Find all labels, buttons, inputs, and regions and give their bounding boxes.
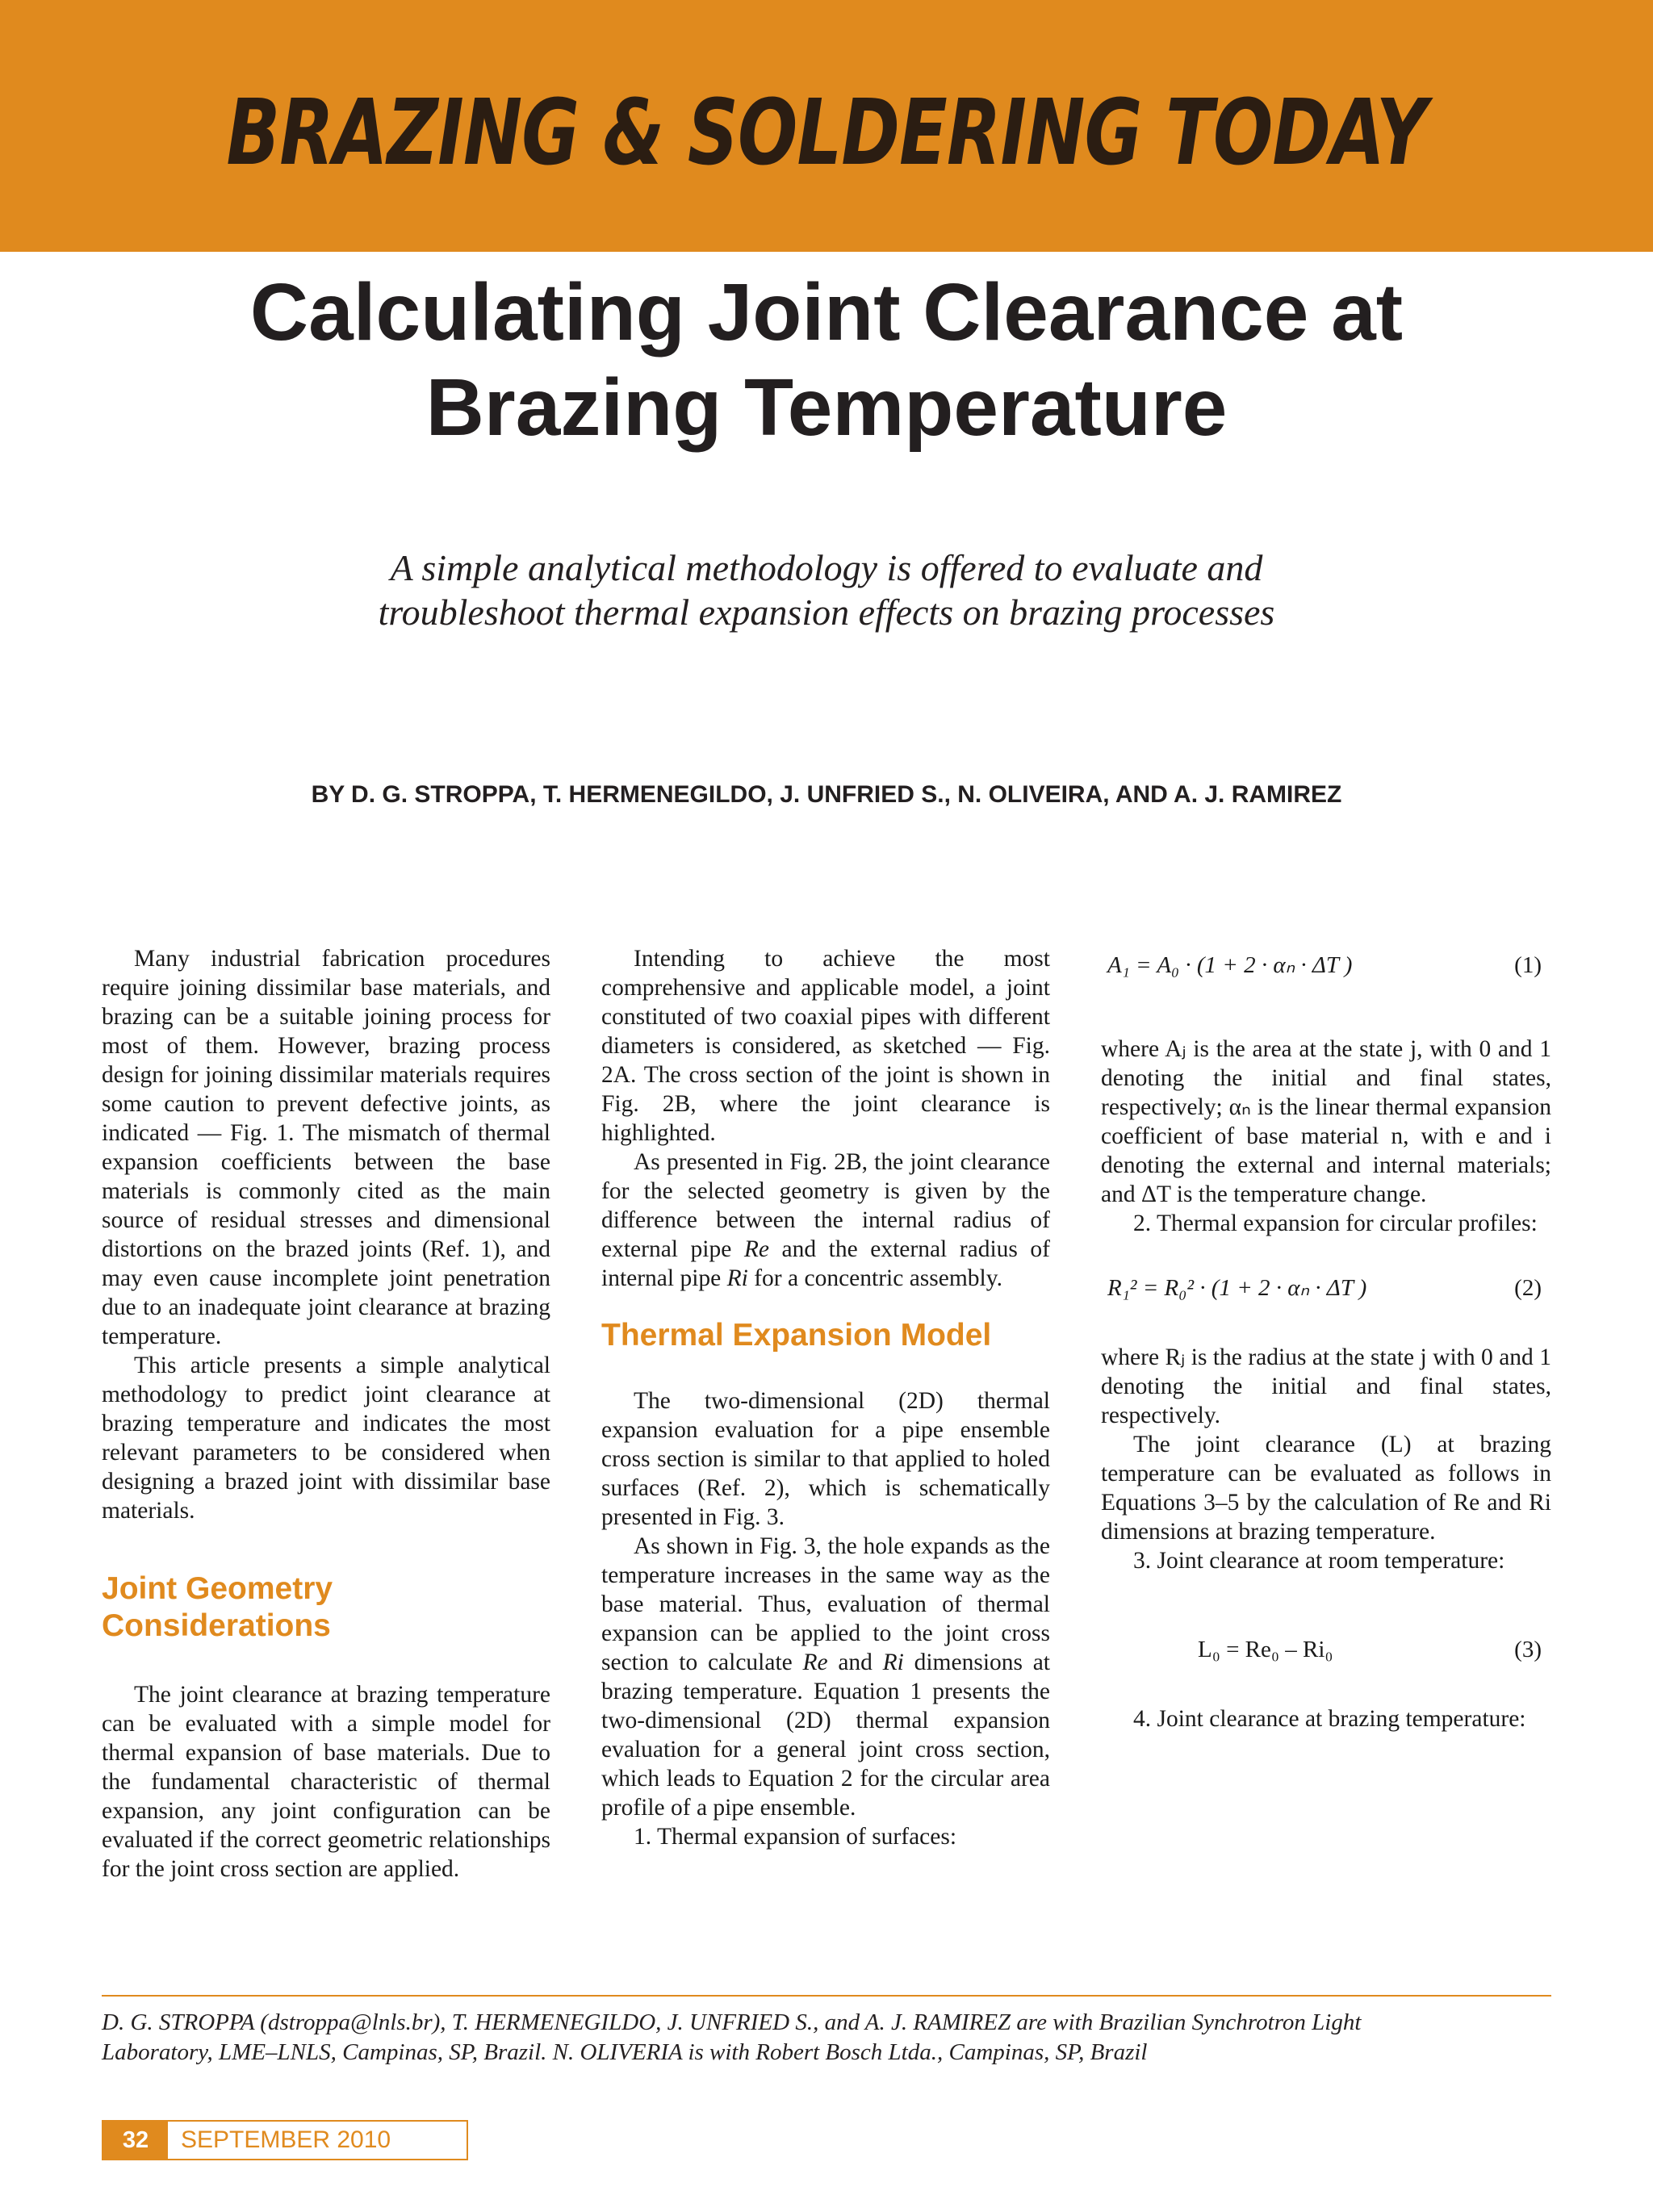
article-title-line-1: Calculating Joint Clearance at xyxy=(249,267,1404,358)
header-banner xyxy=(0,0,1653,252)
article-deck xyxy=(0,546,1653,634)
heading-line-2: Considerations xyxy=(102,1608,331,1643)
paragraph-joint-geometry: The joint clearance at brazing temperature can be evaluated with a simple model for thermal expansion of base materials. Due to the fundamental characteristic of thermal expansion, any joint configuration can be evaluated if the correct geometric relationships for the joint cross section are applied. xyxy=(102,1682,550,1882)
paragraph-model-intro: Intending to achieve the most comprehensive and applicable model, a joint constituted of two coaxial pipes with different diameters is considered, as sketched — Fig. 2A. The cross section of the joint is shown in Fig. 2B, where the joint clearance is highlighted. xyxy=(601,946,1050,1146)
author-affiliation xyxy=(102,2008,1555,2068)
affiliation-line-2: Laboratory, LME–LNLS, Campinas, SP, Brazil. N. OLIVERIA is with Robert Bosch Ltda., Campinas, SP, Brazil xyxy=(102,2039,1148,2065)
page-footer xyxy=(102,2120,468,2160)
article-title-line-2: Brazing Temperature xyxy=(425,362,1228,453)
deck-line-1: A simple analytical methodology is offered to evaluate and xyxy=(390,547,1263,588)
footnote-divider xyxy=(102,1995,1551,1997)
equation-1 xyxy=(1101,944,1551,988)
affiliation-line-1: D. G. STROPPA (dstroppa@lnls.br), T. HERMENEGILDO, J. UNFRIED S., and A. J. RAMIREZ are with Brazilian Synchrotron Light xyxy=(102,2009,1362,2035)
section-heading-thermal-expansion: Thermal Expansion Model xyxy=(601,1318,992,1353)
paragraph-hole-expansion: As shown in Fig. 3, the hole expands as the temperature increases in the same way as the base material. Thus, evaluation of thermal expansion can be applied to the joint cross section to calculate Re and Ri dimensions at brazing temperature. Equation 1 presents the two-dimensional (2D) thermal expansion evaluation for a general joint cross section, which leads to Equation 2 for the circular area profile of a pipe ensemble. xyxy=(601,1533,1051,1821)
equation-2-expression: R₁² = R₀² · (1 + 2 · αₙ · ΔT ) xyxy=(1107,1275,1367,1301)
paragraph-purpose: This article presents a simple analytical methodology to predict joint clearance at brazing temperature and indicates the most relevant parameters to be considered when designing a brazed joint with dissimilar base materials. xyxy=(102,1353,550,1524)
equation-1-number: (1) xyxy=(1514,952,1542,978)
paragraph-clearance-eval: The joint clearance (L) at brazing temperature can be evaluated as follows in Equations 3–5 by the calculation of Re and Ri dimensions at brazing temperature. xyxy=(1101,1432,1551,1545)
paragraph-intro: Many industrial fabrication procedures require joining dissimilar base materials, and brazing can be a suitable joining process for most of them. However, brazing process design for joining dissimilar materials requires some caution to prevent defective joints, as indicated — Fig. 1. The mismatch of thermal expansion coefficients between the base materials is commonly cited as the main source of residual stresses and dimensional distortions on the brazed joints (Ref. 1), and may even cause incomplete joint penetration due to an inadequate joint clearance at brazing temperature. xyxy=(102,946,550,1349)
deck-line-2: troubleshoot thermal expansion effects on brazing processes xyxy=(378,592,1275,633)
equation-2-number: (2) xyxy=(1514,1275,1542,1301)
magazine-section-title: BRAZING & SOLDERING TODAY xyxy=(226,81,1427,186)
paragraph-eq1-where: where Aⱼ is the area at the state j, with 0 and 1 denoting the initial and final states, respectively; αₙ is the linear thermal expansion coefficient of base material n, with e and i denoting the external and internal materials; and ΔT is the temperature change. xyxy=(1101,1036,1551,1207)
equation-3 xyxy=(1101,1629,1551,1672)
paragraph-clearance-definition: As presented in Fig. 2B, the joint clearance for the selected geometry is given by the difference between the internal radius of external pipe Re and the external radius of internal pipe Ri for a concentric assembly. xyxy=(601,1149,1050,1291)
equation-3-expression: L₀ = Re₀ – Ri₀ xyxy=(1198,1637,1333,1662)
issue-date: SEPTEMBER 2010 xyxy=(181,2126,391,2153)
column-3 xyxy=(1101,944,1551,1733)
paragraph-surfaces-item: 1. Thermal expansion of surfaces: xyxy=(634,1824,957,1850)
equation-2 xyxy=(1101,1267,1551,1311)
heading-line-1: Joint Geometry xyxy=(102,1571,333,1606)
equation-1-expression: A₁ = A₀ · (1 + 2 · αₙ · ΔT ) xyxy=(1107,952,1353,978)
article-title xyxy=(0,265,1653,455)
paragraph-brazing-temp-item: 4. Joint clearance at brazing temperature: xyxy=(1133,1706,1526,1732)
section-heading-joint-geometry xyxy=(102,1570,550,1645)
equation-3-number: (3) xyxy=(1514,1637,1542,1662)
column-1 xyxy=(102,944,550,1884)
paragraph-eq2-where: where Rⱼ is the radius at the state j with 0 and 1 denoting the initial and final states, respectively. xyxy=(1101,1344,1551,1428)
byline: BY D. G. STROPPA, T. HERMENEGILDO, J. UNFRIED S., N. OLIVEIRA, AND A. J. RAMIREZ xyxy=(311,781,1342,808)
paragraph-circular-item: 2. Thermal expansion for circular profiles: xyxy=(1133,1211,1538,1236)
page-number: 32 xyxy=(103,2122,168,2159)
column-2 xyxy=(601,944,1050,1851)
paragraph-room-temp-item: 3. Joint clearance at room temperature: xyxy=(1133,1548,1505,1574)
paragraph-2d-evaluation: The two-dimensional (2D) thermal expansion evaluation for a pipe ensemble cross section is similar to that applied to holed surfaces (Ref. 2), which is schematically presented in Fig. 3. xyxy=(601,1388,1050,1530)
